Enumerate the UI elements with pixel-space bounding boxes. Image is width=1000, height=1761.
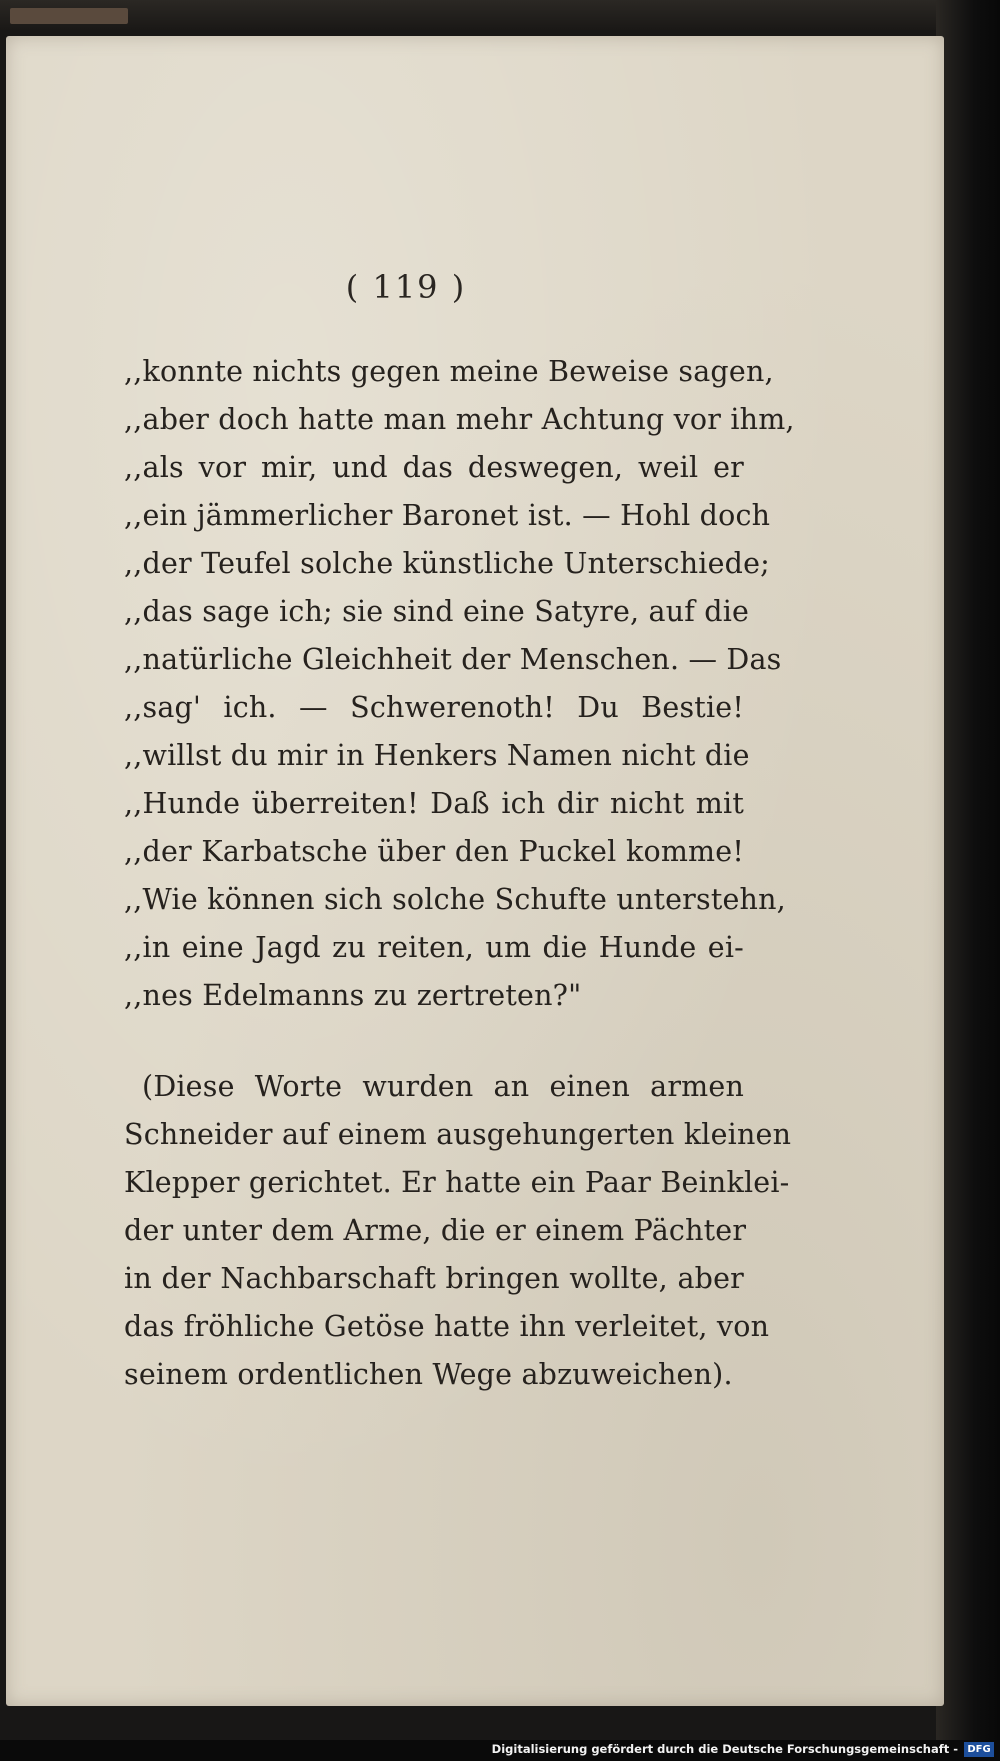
paragraph-line: (Diese Worte wurden an einen armen (142, 1070, 744, 1103)
quote-line: ,,der Teufel solche künstliche Unterschiede; (124, 547, 770, 580)
quote-line: ,,in eine Jagd zu reiten, um die Hunde ei- (124, 931, 744, 964)
paragraph-line: Schneider auf einem ausgehungerten kleinen (124, 1118, 792, 1151)
book-page (6, 36, 944, 1706)
quote-line: ,,sag' ich. — Schwerenoth! Du Bestie! (124, 691, 744, 724)
quote-line: ,,als vor mir, und das deswegen, weil er (124, 451, 744, 484)
quote-line: ,,willst du mir in Henkers Namen nicht die (124, 739, 750, 772)
paragraph-line: der unter dem Arme, die er einem Pächter (124, 1214, 747, 1247)
paragraph-line: das fröhliche Getöse hatte ihn verleitet, von (124, 1310, 770, 1343)
quote-line: ,,natürliche Gleichheit der Menschen. — Das (124, 643, 782, 676)
paragraph-line: in der Nachbarschaft bringen wollte, aber (124, 1262, 744, 1295)
quote-block (124, 348, 795, 1020)
quote-line: ,,aber doch hatte man mehr Achtung vor ihm, (124, 403, 795, 436)
page-number: ( 119 ) (345, 268, 467, 306)
footer-bar (0, 1740, 1000, 1761)
quote-line: ,,Wie können sich solche Schufte unterstehn, (124, 883, 786, 916)
quote-line: ,,das sage ich; sie sind eine Satyre, auf die (124, 595, 750, 628)
binding-strip (10, 8, 128, 24)
paragraph-block (124, 1063, 792, 1399)
paragraph-line: Klepper gerichtet. Er hatte ein Paar Beinklei- (124, 1166, 790, 1199)
paragraph-line: seinem ordentlichen Wege abzuweichen). (124, 1358, 733, 1391)
funding-credit: Digitalisierung gefördert durch die Deutsche Forschungsgemeinschaft - (491, 1742, 958, 1756)
quote-line: ,,Hunde überreiten! Daß ich dir nicht mit (124, 787, 744, 820)
quote-line: ,,der Karbatsche über den Puckel komme! (124, 835, 744, 868)
page-edge-shadow (936, 0, 1000, 1761)
quote-line: ,,nes Edelmanns zu zertreten?" (124, 979, 582, 1012)
dfg-logo: DFG (964, 1742, 994, 1757)
quote-line: ,,konnte nichts gegen meine Beweise sagen, (124, 355, 774, 388)
quote-line: ,,ein jämmerlicher Baronet ist. — Hohl doch (124, 499, 771, 532)
top-edge (0, 0, 1000, 30)
